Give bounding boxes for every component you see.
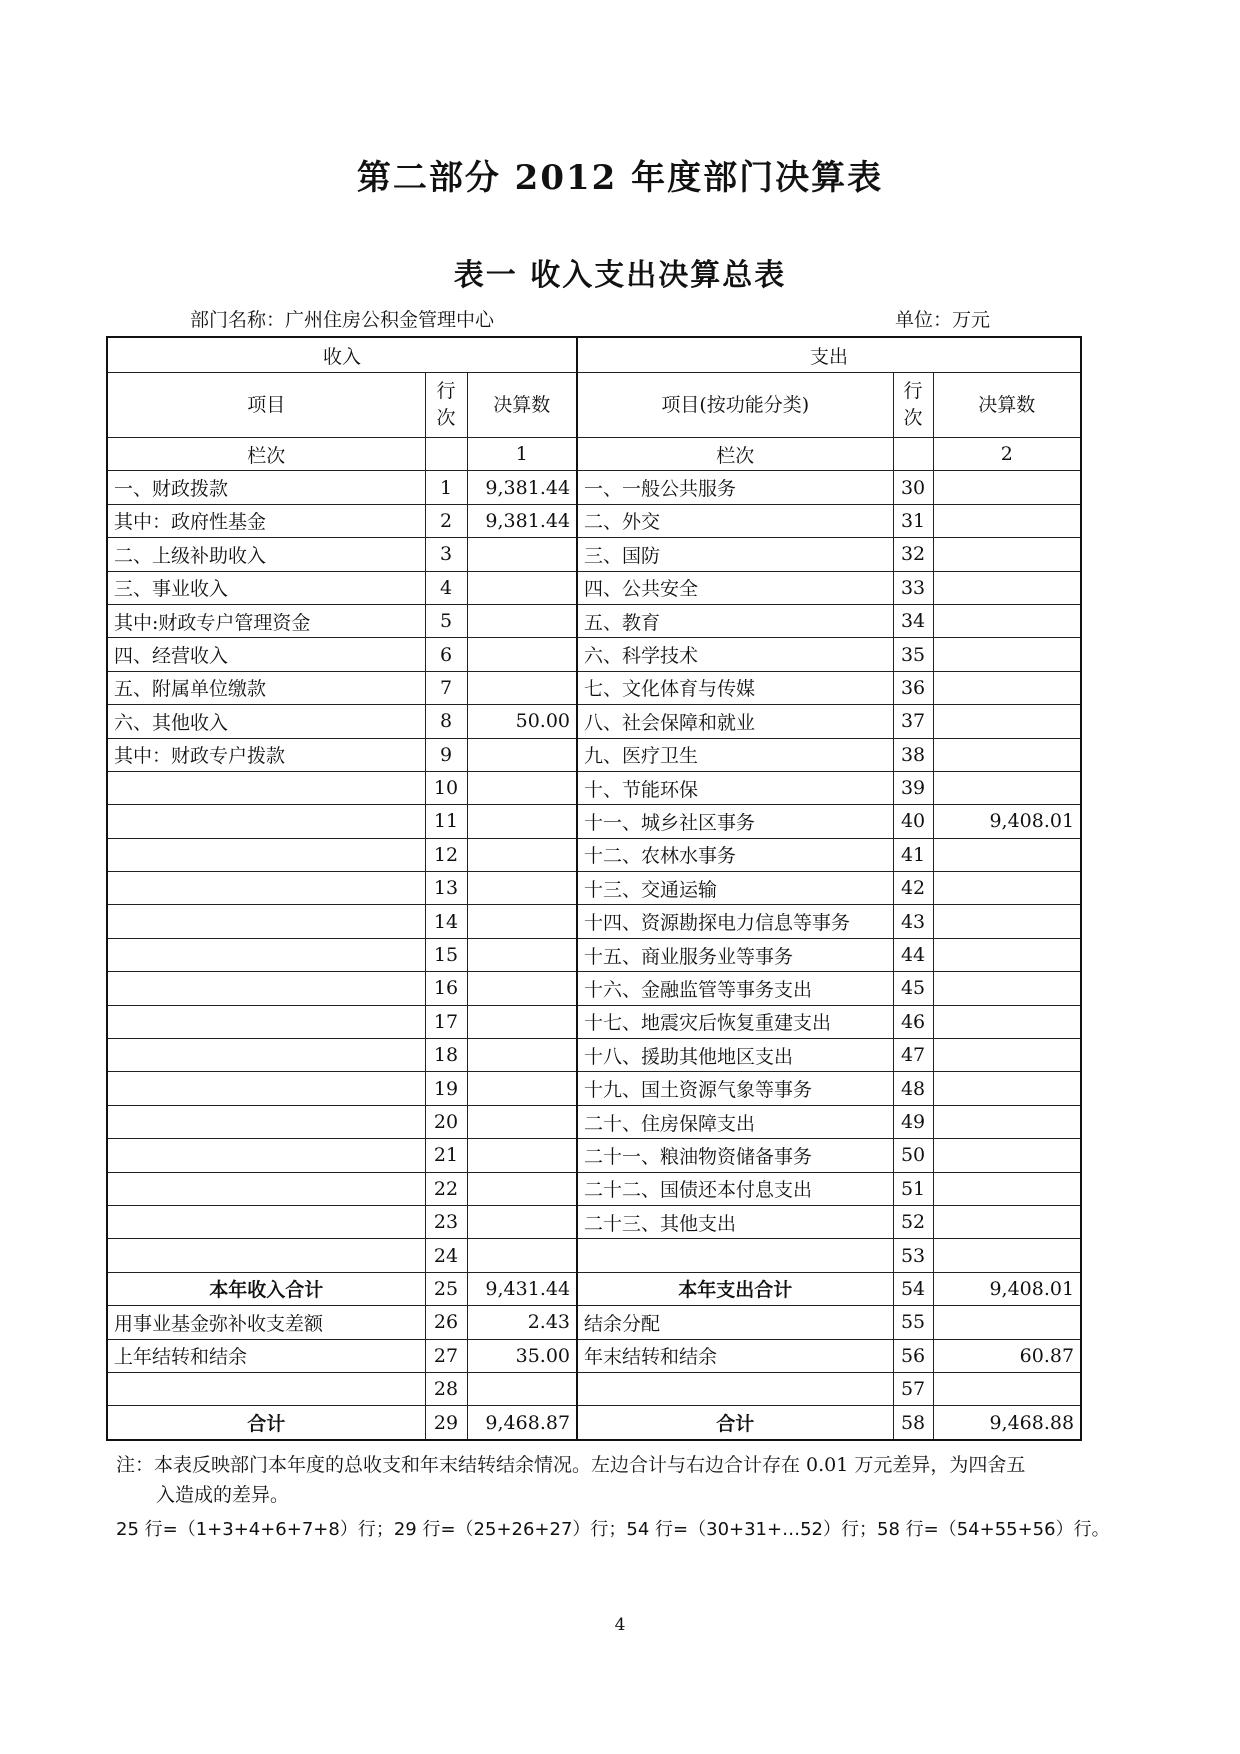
expense-amount	[933, 1205, 1081, 1238]
expense-amount	[933, 705, 1081, 738]
income-amount: 9,381.44	[467, 504, 577, 537]
table-row	[107, 1139, 1081, 1172]
income-row-no: 15	[425, 938, 467, 971]
income-item	[107, 771, 425, 804]
table-row	[107, 1005, 1081, 1038]
expense-amount	[933, 638, 1081, 671]
income-row-no: 1	[425, 471, 467, 504]
expense-item: 三、国防	[577, 538, 893, 571]
expense-amount	[933, 604, 1081, 637]
unit-label: 单位：万元	[895, 309, 991, 331]
table-row	[107, 1239, 1081, 1272]
table-row	[107, 1205, 1081, 1238]
expense-amount-header: 决算数	[933, 373, 1081, 438]
table-row	[107, 1339, 1081, 1372]
table-row	[107, 1306, 1081, 1339]
expense-item: 七、文化体育与传媒	[577, 671, 893, 704]
year-expense-total-amount: 9,408.01	[933, 1272, 1081, 1305]
income-row-no-header: 行 次	[425, 373, 467, 438]
expense-item: 十九、国土资源气象等事务	[577, 1072, 893, 1105]
table-row	[107, 671, 1081, 704]
expense-amount: 60.87	[933, 1339, 1081, 1372]
expense-item: 九、医疗卫生	[577, 738, 893, 771]
income-row-no: 23	[425, 1205, 467, 1238]
income-row-no: 11	[425, 805, 467, 838]
income-row-no: 7	[425, 671, 467, 704]
year-expense-total-no: 54	[893, 1272, 933, 1305]
note-line-2: 入造成的差异。	[156, 1484, 290, 1506]
income-item	[107, 1105, 425, 1138]
income-row-no: 5	[425, 604, 467, 637]
table-row	[107, 805, 1081, 838]
income-amount	[467, 571, 577, 604]
expense-amount	[933, 1005, 1081, 1038]
income-item-header: 项目	[107, 373, 425, 438]
expense-item: 二十二、国债还本付息支出	[577, 1172, 893, 1205]
expense-item	[577, 1239, 893, 1272]
expense-amount	[933, 838, 1081, 871]
income-row-no: 18	[425, 1039, 467, 1072]
table-row	[107, 1105, 1081, 1138]
income-amount	[467, 805, 577, 838]
expense-row-no: 45	[893, 972, 933, 1005]
table-row	[107, 638, 1081, 671]
table-row	[107, 905, 1081, 938]
expense-amount	[933, 504, 1081, 537]
table-row	[107, 838, 1081, 871]
page-number: 4	[614, 1615, 626, 1635]
income-amount	[467, 738, 577, 771]
income-row-no: 19	[425, 1072, 467, 1105]
income-amount	[467, 972, 577, 1005]
grand-expense-total-amount: 9,468.88	[933, 1406, 1081, 1440]
expense-row-no: 38	[893, 738, 933, 771]
income-amount	[467, 905, 577, 938]
expense-row-no: 51	[893, 1172, 933, 1205]
expense-column-no: 2	[933, 438, 1081, 471]
expense-row-no: 43	[893, 905, 933, 938]
income-item	[107, 1172, 425, 1205]
grand-expense-total-no: 58	[893, 1406, 933, 1440]
table-row	[107, 538, 1081, 571]
expense-item: 结余分配	[577, 1306, 893, 1339]
income-row-no: 14	[425, 905, 467, 938]
expense-item: 十、节能环保	[577, 771, 893, 804]
expense-item: 十二、农林水事务	[577, 838, 893, 871]
income-amount	[467, 1005, 577, 1038]
expense-row-no: 55	[893, 1306, 933, 1339]
table-row	[107, 1172, 1081, 1205]
income-item: 六、其他收入	[107, 705, 425, 738]
expense-item	[577, 1372, 893, 1405]
expense-amount	[933, 872, 1081, 905]
expense-amount	[933, 671, 1081, 704]
income-amount	[467, 771, 577, 804]
expense-item: 十五、商业服务业等事务	[577, 938, 893, 971]
income-row-no: 6	[425, 638, 467, 671]
expense-row-no: 53	[893, 1239, 933, 1272]
expense-amount	[933, 1239, 1081, 1272]
income-row-no: 3	[425, 538, 467, 571]
income-amount-header: 决算数	[467, 373, 577, 438]
grand-income-total-label: 合计	[107, 1406, 425, 1440]
table-row	[107, 705, 1081, 738]
table-row	[107, 571, 1081, 604]
income-amount	[467, 671, 577, 704]
income-row-no: 8	[425, 705, 467, 738]
table-row	[107, 1072, 1081, 1105]
expense-item: 十四、资源勘探电力信息等事务	[577, 905, 893, 938]
year-income-total-no: 25	[425, 1272, 467, 1305]
income-row-no: 16	[425, 972, 467, 1005]
expense-header: 支出	[577, 337, 1081, 373]
income-amount	[467, 938, 577, 971]
expense-row-no: 31	[893, 504, 933, 537]
income-item: 四、经营收入	[107, 638, 425, 671]
expense-amount	[933, 771, 1081, 804]
table-row	[107, 938, 1081, 971]
year-expense-total-label: 本年支出合计	[577, 1272, 893, 1305]
table-row	[107, 471, 1081, 504]
expense-item-header: 项目(按功能分类)	[577, 373, 893, 438]
income-amount: 35.00	[467, 1339, 577, 1372]
expense-item: 十六、金融监管等事务支出	[577, 972, 893, 1005]
income-amount	[467, 1039, 577, 1072]
income-item	[107, 1239, 425, 1272]
income-item	[107, 972, 425, 1005]
expense-amount	[933, 1306, 1081, 1339]
expense-column-label: 栏次	[577, 438, 893, 471]
expense-item: 二、外交	[577, 504, 893, 537]
income-amount	[467, 838, 577, 871]
expense-amount	[933, 938, 1081, 971]
expense-row-no: 36	[893, 671, 933, 704]
expense-row-no: 57	[893, 1372, 933, 1405]
income-column-no: 1	[467, 438, 577, 471]
table-row	[107, 872, 1081, 905]
income-item: 其中:财政专户管理资金	[107, 604, 425, 637]
department-name: 部门名称：广州住房公积金管理中心	[190, 309, 495, 331]
income-row-no: 27	[425, 1339, 467, 1372]
income-item: 用事业基金弥补收支差额	[107, 1306, 425, 1339]
expense-amount	[933, 1139, 1081, 1172]
expense-item: 四、公共安全	[577, 571, 893, 604]
expense-item: 年末结转和结余	[577, 1339, 893, 1372]
income-row-no: 2	[425, 504, 467, 537]
grand-expense-total-label: 合计	[577, 1406, 893, 1440]
grand-income-total-amount: 9,468.87	[467, 1406, 577, 1440]
income-amount	[467, 1072, 577, 1105]
expense-row-no: 47	[893, 1039, 933, 1072]
income-row-no: 24	[425, 1239, 467, 1272]
expense-item: 一、一般公共服务	[577, 471, 893, 504]
expense-row-no: 35	[893, 638, 933, 671]
income-header: 收入	[107, 337, 577, 373]
income-row-no: 10	[425, 771, 467, 804]
income-item: 其中：财政专户拨款	[107, 738, 425, 771]
income-amount: 2.43	[467, 1306, 577, 1339]
income-row-no: 28	[425, 1372, 467, 1405]
income-item	[107, 805, 425, 838]
table-row	[107, 604, 1081, 637]
table-row	[107, 1372, 1081, 1405]
expense-row-no: 42	[893, 872, 933, 905]
expense-item: 五、教育	[577, 604, 893, 637]
expense-amount	[933, 538, 1081, 571]
grand-income-total-no: 29	[425, 1406, 467, 1440]
income-amount	[467, 604, 577, 637]
income-item: 其中：政府性基金	[107, 504, 425, 537]
expense-row-no: 37	[893, 705, 933, 738]
expense-row-no: 33	[893, 571, 933, 604]
income-amount	[467, 538, 577, 571]
income-item	[107, 1005, 425, 1038]
income-amount	[467, 1205, 577, 1238]
income-amount	[467, 1372, 577, 1405]
expense-amount	[933, 471, 1081, 504]
expense-item: 十八、援助其他地区支出	[577, 1039, 893, 1072]
income-row-no: 22	[425, 1172, 467, 1205]
expense-row-no: 32	[893, 538, 933, 571]
budget-summary-table	[106, 336, 1082, 1441]
expense-amount	[933, 738, 1081, 771]
income-row-no: 4	[425, 571, 467, 604]
expense-item: 十七、地震灾后恢复重建支出	[577, 1005, 893, 1038]
expense-item: 六、科学技术	[577, 638, 893, 671]
income-amount: 9,381.44	[467, 471, 577, 504]
expense-item: 十三、交通运输	[577, 872, 893, 905]
expense-item: 二十、住房保障支出	[577, 1105, 893, 1138]
expense-amount	[933, 972, 1081, 1005]
expense-row-no: 40	[893, 805, 933, 838]
income-row-no: 26	[425, 1306, 467, 1339]
table-row	[107, 771, 1081, 804]
income-item: 二、上级补助收入	[107, 538, 425, 571]
income-row-no: 13	[425, 872, 467, 905]
expense-row-no: 46	[893, 1005, 933, 1038]
income-amount	[467, 1105, 577, 1138]
income-item	[107, 1372, 425, 1405]
income-item: 五、附属单位缴款	[107, 671, 425, 704]
table-row	[107, 972, 1081, 1005]
income-item	[107, 905, 425, 938]
income-row-no: 21	[425, 1139, 467, 1172]
income-item	[107, 1072, 425, 1105]
expense-item: 十一、城乡社区事务	[577, 805, 893, 838]
income-item	[107, 838, 425, 871]
income-amount	[467, 1239, 577, 1272]
income-item: 一、财政拨款	[107, 471, 425, 504]
table-note	[116, 1450, 1126, 1510]
year-income-total-amount: 9,431.44	[467, 1272, 577, 1305]
row-formula: 25 行=（1+3+4+6+7+8）行；29 行=（25+26+27）行；54 行=（30+31+…52）行；58 行=（54+55+56）行。	[116, 1519, 1110, 1540]
expense-row-no: 30	[893, 471, 933, 504]
income-amount	[467, 1139, 577, 1172]
expense-amount	[933, 1172, 1081, 1205]
income-item	[107, 872, 425, 905]
income-row-no: 20	[425, 1105, 467, 1138]
income-amount	[467, 872, 577, 905]
table-title: 表一 收入支出决算总表	[453, 258, 787, 293]
expense-row-no-header: 行 次	[893, 373, 933, 438]
expense-row-no: 44	[893, 938, 933, 971]
expense-row-no: 56	[893, 1339, 933, 1372]
table-row	[107, 504, 1081, 537]
expense-row-no: 48	[893, 1072, 933, 1105]
income-item	[107, 938, 425, 971]
income-row-no: 17	[425, 1005, 467, 1038]
expense-row-no: 39	[893, 771, 933, 804]
year-income-total-label: 本年收入合计	[107, 1272, 425, 1305]
expense-amount	[933, 905, 1081, 938]
expense-row-no: 52	[893, 1205, 933, 1238]
table-row	[107, 1039, 1081, 1072]
expense-item: 二十三、其他支出	[577, 1205, 893, 1238]
expense-row-no: 50	[893, 1139, 933, 1172]
expense-amount	[933, 571, 1081, 604]
income-amount	[467, 638, 577, 671]
page-title: 第二部分 2012 年度部门决算表	[356, 158, 884, 198]
table-row	[107, 738, 1081, 771]
income-item	[107, 1139, 425, 1172]
expense-item: 二十一、粮油物资储备事务	[577, 1139, 893, 1172]
income-amount	[467, 1172, 577, 1205]
expense-amount	[933, 1039, 1081, 1072]
income-item: 三、事业收入	[107, 571, 425, 604]
income-column-label: 栏次	[107, 438, 425, 471]
expense-amount	[933, 1072, 1081, 1105]
income-item	[107, 1039, 425, 1072]
income-amount: 50.00	[467, 705, 577, 738]
expense-row-no: 49	[893, 1105, 933, 1138]
income-item: 上年结转和结余	[107, 1339, 425, 1372]
expense-row-no: 41	[893, 838, 933, 871]
income-row-no: 12	[425, 838, 467, 871]
expense-amount	[933, 1105, 1081, 1138]
expense-amount	[933, 1372, 1081, 1405]
expense-amount: 9,408.01	[933, 805, 1081, 838]
income-item	[107, 1205, 425, 1238]
income-row-no: 9	[425, 738, 467, 771]
note-line-1: 注：本表反映部门本年度的总收支和年末结转结余情况。左边合计与右边合计存在 0.01 万元差异，为四舍五	[116, 1454, 1026, 1476]
expense-row-no: 34	[893, 604, 933, 637]
expense-item: 八、社会保障和就业	[577, 705, 893, 738]
